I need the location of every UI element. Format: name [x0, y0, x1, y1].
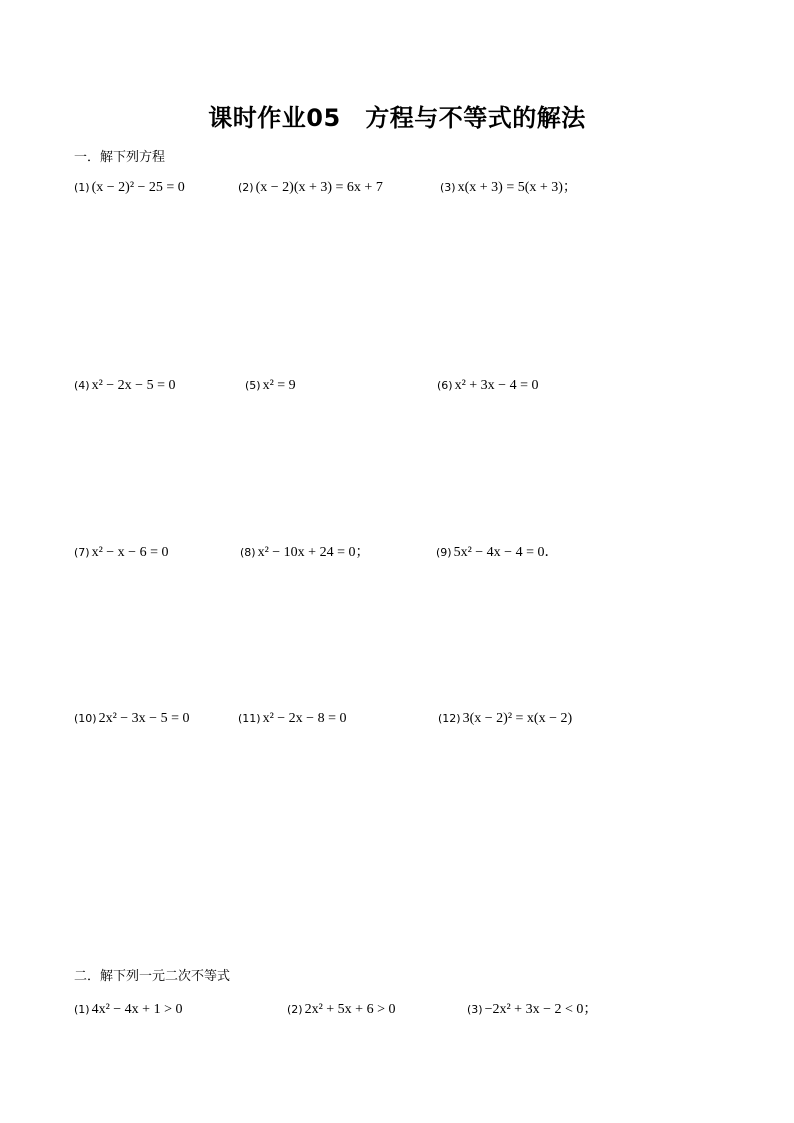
equation-problem — [240, 543, 369, 563]
equation: x(x + 3) = 5(x + 3)； — [457, 180, 577, 195]
section-heading-equations: 一．解下列方程 — [74, 150, 166, 165]
problem-number: (10) — [74, 712, 97, 725]
equation-problem — [245, 376, 296, 396]
equation: x² + 3x − 4 = 0 — [454, 378, 539, 393]
problem-number: (7) — [74, 546, 90, 559]
equation: 2x² − 3x − 5 = 0 — [98, 711, 190, 726]
inequality: 2x² + 5x + 6 > 0 — [304, 1002, 396, 1017]
equation-problem — [437, 376, 538, 396]
equation-problem — [438, 709, 572, 729]
equation-problem — [74, 376, 175, 396]
equation-problem — [238, 178, 383, 198]
equation: x² − 2x − 8 = 0 — [262, 711, 347, 726]
problem-number: (2) — [238, 181, 254, 194]
equation: (x − 2)(x + 3) = 6x + 7 — [255, 180, 383, 195]
inequality: −2x² + 3x − 2 < 0； — [484, 1002, 598, 1017]
equation-problem — [74, 709, 189, 729]
equation: x² − 10x + 24 = 0； — [257, 545, 370, 560]
inequality-problem — [74, 1000, 182, 1020]
equation-problem — [74, 178, 185, 198]
equation: x² − x − 6 = 0 — [91, 545, 169, 560]
problem-number: (12) — [438, 712, 461, 725]
problem-number: (1) — [74, 181, 90, 194]
equation: 5x² − 4x − 4 = 0． — [453, 545, 559, 560]
equation-problem — [436, 543, 558, 563]
page-title: 课时作业05 方程与不等式的解法 — [208, 104, 586, 132]
problem-number: (6) — [437, 379, 453, 392]
equation-problem — [238, 709, 346, 729]
equation: x² = 9 — [262, 378, 296, 393]
problem-number: (11) — [238, 712, 261, 725]
inequality-problem — [467, 1000, 597, 1020]
problem-number: (3) — [467, 1003, 483, 1016]
problem-number: (4) — [74, 379, 90, 392]
problem-number: (9) — [436, 546, 452, 559]
inequality: 4x² − 4x + 1 > 0 — [91, 1002, 183, 1017]
equation: 3(x − 2)² = x(x − 2) — [462, 711, 573, 726]
problem-number: (5) — [245, 379, 261, 392]
equation: x² − 2x − 5 = 0 — [91, 378, 176, 393]
equation-problem — [74, 543, 168, 563]
problem-number: (3) — [440, 181, 456, 194]
section-heading-inequalities: 二．解下列一元二次不等式 — [74, 969, 231, 984]
equation: (x − 2)² − 25 = 0 — [91, 180, 185, 195]
problem-number: (2) — [287, 1003, 303, 1016]
inequality-problem — [287, 1000, 395, 1020]
equation-problem — [440, 178, 577, 198]
problem-number: (8) — [240, 546, 256, 559]
problem-number: (1) — [74, 1003, 90, 1016]
